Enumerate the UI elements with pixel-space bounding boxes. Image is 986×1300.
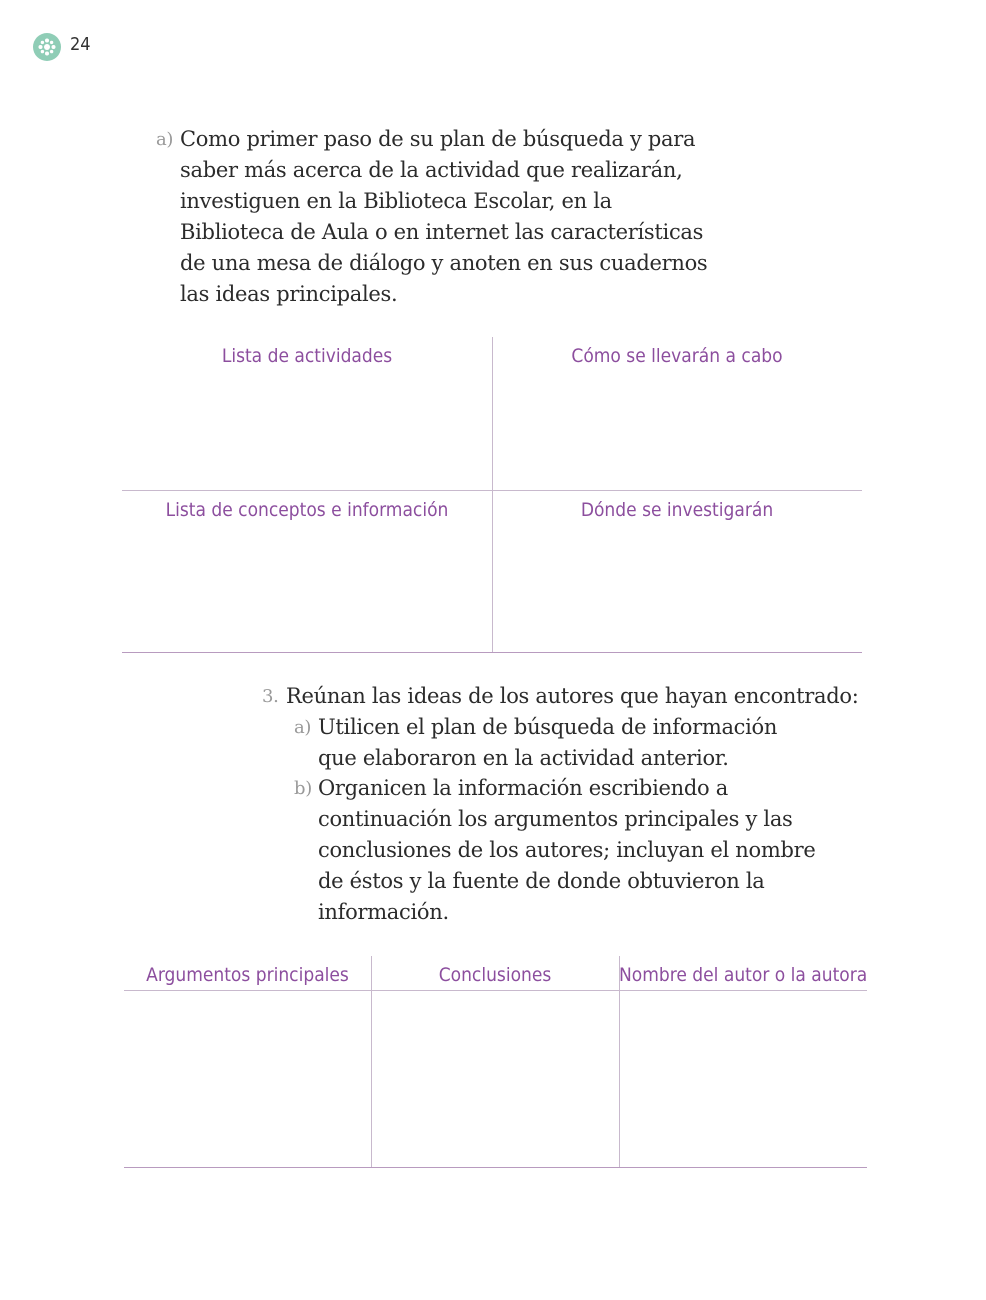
cell-where-heading: Dónde se investigarán [580, 499, 774, 521]
item-3a-marker: a) [294, 717, 312, 738]
text-line: que elaboraron en la actividad anterior. [318, 746, 729, 770]
flower-icon [37, 37, 57, 57]
text-line: Como primer paso de su plan de búsqueda y para [180, 127, 696, 151]
table-bottom-rule [122, 652, 862, 653]
item-3b-paragraph [294, 773, 816, 928]
item-a-marker: a) [156, 129, 174, 150]
text-line: investiguen en la Biblioteca Escolar, en la [180, 189, 612, 213]
text-line: Utilicen el plan de búsqueda de información [318, 715, 778, 739]
text-line: conclusiones de los autores; incluyan el nombre [318, 838, 816, 862]
table-divider-vertical [619, 956, 620, 1168]
text-line: Organicen la información escribiendo a [318, 776, 728, 800]
text-line: Reúnan las ideas de los autores que hayan encontrado: [286, 684, 859, 708]
col-arguments-header: Argumentos principales [146, 964, 349, 986]
page-badge [33, 33, 61, 61]
text-line: información. [318, 900, 449, 924]
table-divider-horizontal [122, 490, 862, 491]
text-line: Biblioteca de Aula o en internet las características [180, 220, 704, 244]
table-bottom-rule [124, 1167, 867, 1168]
item-3-paragraph [262, 681, 859, 712]
text-line: continuación los argumentos principales y las [318, 807, 793, 831]
col-conclusions-header: Conclusiones [438, 964, 552, 986]
item-3a-paragraph [294, 712, 778, 774]
text-line: de éstos y la fuente de donde obtuvieron la [318, 869, 765, 893]
text-line: saber más acerca de la actividad que realizarán, [180, 158, 683, 182]
table-divider-vertical [492, 337, 493, 653]
cell-activities-heading: Lista de actividades [221, 345, 393, 367]
col-author-header: Nombre del autor o la autora [619, 964, 868, 986]
item-3b-marker: b) [294, 778, 312, 799]
item-3-marker: 3. [262, 686, 279, 707]
text-line: de una mesa de diálogo y anoten en sus cuadernos [180, 251, 708, 275]
text-line: las ideas principales. [180, 282, 398, 306]
page-number: 24 [70, 34, 91, 55]
item-a-paragraph [156, 124, 708, 310]
cell-concepts-heading: Lista de conceptos e información [165, 499, 449, 521]
table-header-rule [124, 990, 867, 991]
table-divider-vertical [371, 956, 372, 1168]
cell-how-heading: Cómo se llevarán a cabo [571, 345, 783, 367]
